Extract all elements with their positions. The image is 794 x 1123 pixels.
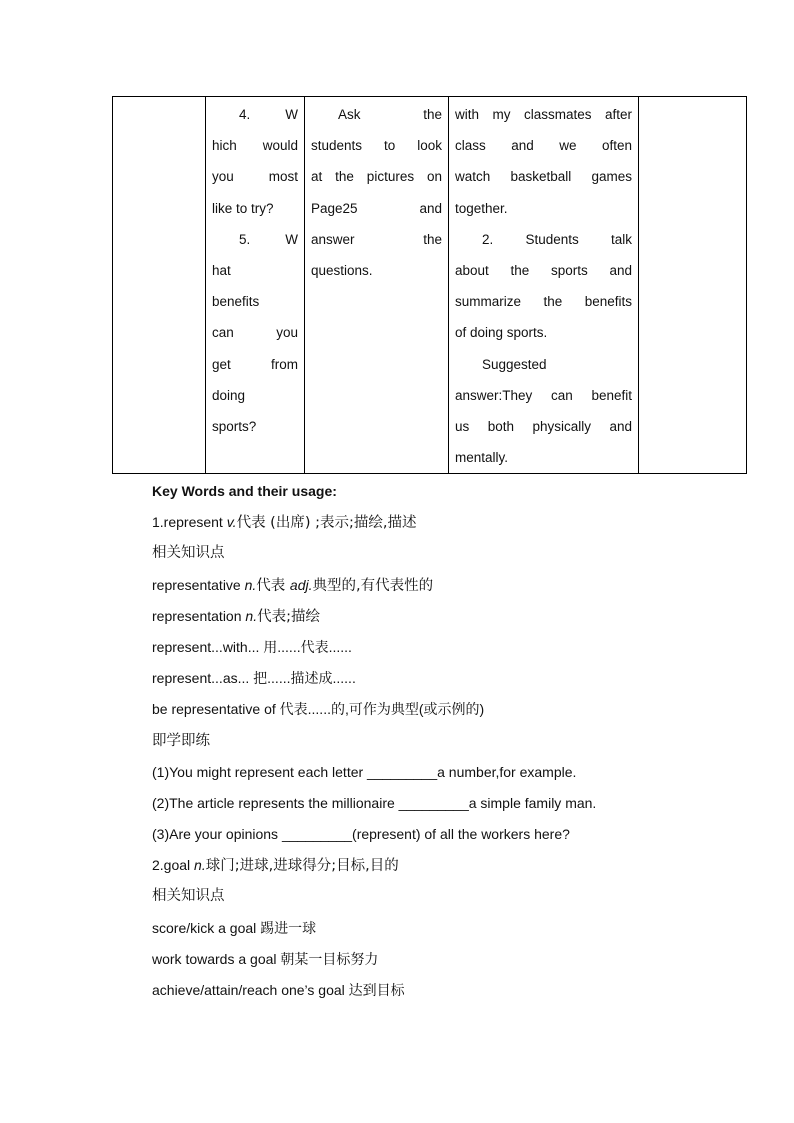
cell-line: benefits <box>212 294 260 310</box>
related-item: represent...with... 用......代表...... <box>152 638 352 655</box>
part-of-speech: n. <box>194 857 206 874</box>
table-cell-empty-left <box>113 97 206 474</box>
cell-line: students to look <box>311 138 442 154</box>
cell-line: mentally. <box>455 450 509 466</box>
related-item <box>152 601 712 632</box>
lesson-plan-table <box>112 96 747 474</box>
cell-line: watch basketball games <box>455 169 632 185</box>
cell-line: hich would <box>212 138 298 154</box>
table-row <box>113 97 747 474</box>
word-entry-goal <box>152 850 712 881</box>
cell-line: sports? <box>212 419 257 435</box>
cell-line: together. <box>455 200 508 216</box>
cell-line: Page25 and <box>311 200 442 216</box>
related-knowledge-label: 相关知识点 <box>152 545 225 562</box>
related-item: be representative of 代表......的,可作为典型(或示例的) <box>152 701 485 718</box>
related-item: work towards a goal 朝某一目标努力 <box>152 950 379 967</box>
cell-line: like to try? <box>212 200 274 216</box>
part-of-speech: n. <box>244 576 257 593</box>
cell-line: Suggested <box>482 356 547 372</box>
cell-line: answer the <box>311 231 442 247</box>
related-item: achieve/attain/reach one’s goal 达到目标 <box>152 982 405 998</box>
word-meaning: 典型的,有代表性的 <box>312 577 434 594</box>
cell-line: Ask the <box>338 107 442 122</box>
key-words-heading: Key Words and their usage: <box>152 483 337 499</box>
table-cell-empty-right <box>639 97 747 474</box>
practice-question: (2)The article represents the millionaire _________a simple family man. <box>152 794 597 811</box>
cell-line: 5. W <box>239 231 298 247</box>
cell-line: summarize the benefits <box>455 294 632 310</box>
related-item <box>152 570 712 601</box>
cell-line: of doing sports. <box>455 325 548 341</box>
table-cell-student-activity <box>449 97 639 474</box>
word-title: 2.goal <box>152 857 191 874</box>
cell-line: questions. <box>311 263 373 279</box>
word-meaning: 代表;描绘 <box>257 608 320 625</box>
cell-line: doing <box>212 387 246 403</box>
word-meaning: 球门;进球,进球得分;目标,目的 <box>205 858 399 875</box>
cell-line: about the sports and <box>455 263 632 279</box>
cell-line: get from <box>212 356 298 372</box>
related-item: represent...as... 把......描述成...... <box>152 670 356 687</box>
cell-line: 2. Students talk <box>482 231 632 247</box>
related-knowledge-label: 相关知识点 <box>152 888 225 905</box>
related-word: representation <box>152 607 242 624</box>
word-entry-represent <box>152 507 712 538</box>
cell-line: can you <box>212 325 298 341</box>
related-item: score/kick a goal 踢进一球 <box>152 919 317 936</box>
table-cell-questions <box>206 97 305 474</box>
cell-line: us both physically and <box>455 419 632 435</box>
cell-line: you most <box>212 169 298 185</box>
word-title: 1.represent <box>152 514 223 531</box>
cell-line: at the pictures on <box>311 169 442 185</box>
word-meaning: 代表 (出席) ;表示;描绘,描述 <box>236 515 417 532</box>
cell-line: hat <box>212 263 231 279</box>
part-of-speech: v. <box>226 514 237 531</box>
word-meaning: 代表 <box>256 577 290 594</box>
part-of-speech: n. <box>245 607 258 624</box>
cell-line: 4. W <box>239 107 298 122</box>
cell-line: with my classmates after <box>455 107 632 122</box>
practice-question: (1)You might represent each letter _________a number,for example. <box>152 763 577 780</box>
practice-question: (3)Are your opinions _________(represent) of all the workers here? <box>152 826 570 843</box>
part-of-speech: adj. <box>289 576 313 593</box>
cell-line: answer:They can benefit <box>455 387 632 403</box>
table-cell-teacher-activity <box>305 97 449 474</box>
key-words-section <box>152 476 712 1006</box>
cell-line: class and we often <box>455 138 632 154</box>
related-word: representative <box>152 576 241 593</box>
practice-label: 即学即练 <box>152 732 210 749</box>
